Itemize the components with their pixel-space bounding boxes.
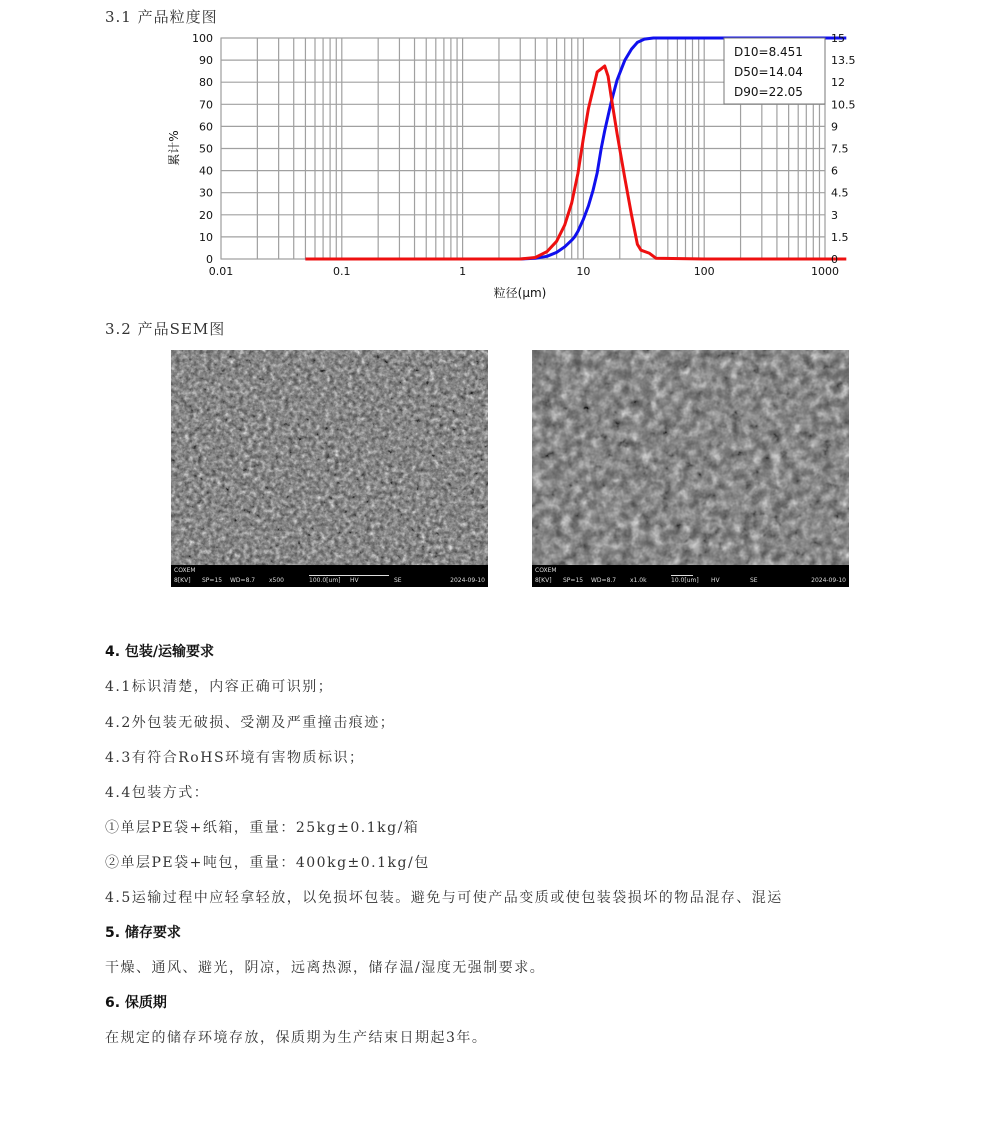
sem-sp: SP=15 — [202, 577, 223, 584]
packaging-item-4-4: 4.4包装方式： — [105, 785, 210, 801]
sem-mag: x500 — [269, 577, 285, 584]
y-tick-label: 100 — [192, 32, 213, 45]
y-tick-label: 20 — [199, 208, 213, 222]
stats-line: D50=14.04 — [734, 65, 803, 79]
packaging-item-4-1: 4.1标识清楚，内容正确可识别； — [105, 679, 334, 695]
sem-scale: 100.0[um] — [309, 577, 341, 584]
sem-image-x1k — [532, 350, 849, 587]
y2-tick-label: 3 — [831, 208, 838, 222]
x-tick-label: 10 — [576, 265, 591, 278]
sem-info-bar — [171, 565, 488, 587]
y-tick-label: 30 — [199, 186, 213, 200]
sem-kv: 8[KV] — [174, 577, 191, 584]
y2-tick-label: 15 — [831, 32, 845, 45]
sem-sp: SP=15 — [563, 577, 584, 584]
y2-tick-label: 0 — [831, 253, 838, 266]
packaging-item-4-5: 4.5运输过程中应轻拿轻放，以免损坏包装。避免与可使产品变质或使包装袋损坏的物品混存、混运 — [105, 890, 783, 906]
sem-texture — [171, 350, 488, 565]
y2-axis-ticks — [831, 32, 856, 266]
y2-tick-label: 12 — [831, 76, 845, 90]
stats-line: D10=8.451 — [734, 45, 803, 59]
stats-legend-box — [724, 38, 825, 104]
sem-date: 2024-09-10 — [450, 577, 485, 584]
x-axis-title: 粒径(μm) — [493, 286, 547, 300]
section-4-title: 4. 包装/运输要求 — [105, 644, 215, 660]
x-axis-ticks — [209, 265, 839, 278]
sem-scalebar — [671, 575, 693, 576]
sem-scale: 10.0[um] — [671, 577, 699, 584]
y2-tick-label: 13.5 — [831, 54, 856, 68]
sem-kv: 8[KV] — [535, 577, 552, 584]
y-tick-label: 70 — [199, 98, 213, 112]
sem-image-x500 — [171, 350, 488, 587]
x-tick-label: 1 — [459, 265, 467, 278]
storage-text: 干燥、通风、避光，阴凉，远离热源，储存温/湿度无强制要求。 — [105, 960, 546, 976]
packaging-option-1: ①单层PE袋+纸箱，重量：25kg±0.1kg/箱 — [105, 820, 420, 836]
section-5-title: 5. 储存要求 — [105, 925, 181, 941]
y-tick-label: 90 — [199, 54, 213, 68]
packaging-item-4-3: 4.3有符合RoHS环境有害物质标识； — [105, 750, 365, 766]
x-tick-label: 1000 — [811, 265, 839, 278]
particle-size-chart — [0, 0, 1000, 310]
y-tick-label: 40 — [199, 164, 213, 178]
sem-brand: COXEM — [535, 567, 557, 574]
y-tick-label: 0 — [206, 253, 213, 266]
y-axis-ticks — [192, 32, 213, 266]
sem-mode: SE — [394, 577, 402, 584]
section-3-2-title: 3.2 产品SEM图 — [105, 320, 226, 338]
sem-texture — [532, 350, 849, 565]
y2-tick-label: 4.5 — [831, 186, 849, 200]
shelf-life-text: 在规定的储存环境存放，保质期为生产结束日期起3年。 — [105, 1030, 488, 1046]
chart-svg — [0, 0, 1000, 310]
y-axis-title: 累计% — [167, 130, 181, 166]
sem-wd: WD=8.7 — [591, 577, 617, 584]
section-3-1-title: 3.1 产品粒度图 — [105, 8, 218, 26]
y2-tick-label: 1.5 — [831, 230, 849, 244]
sem-wd: WD=8.7 — [230, 577, 256, 584]
section-6-title: 6. 保质期 — [105, 995, 167, 1011]
sem-date: 2024-09-10 — [811, 577, 846, 584]
y-tick-label: 10 — [199, 230, 213, 244]
x-tick-label: 0.01 — [208, 265, 234, 278]
y2-tick-label: 10.5 — [831, 98, 856, 112]
packaging-item-4-2: 4.2外包装无破损、受潮及严重撞击痕迹； — [105, 715, 396, 731]
sem-brand: COXEM — [174, 567, 196, 574]
y2-tick-label: 7.5 — [831, 142, 849, 156]
y-tick-label: 50 — [199, 142, 213, 156]
x-tick-label: 0.1 — [333, 265, 351, 278]
x-tick-label: 100 — [693, 265, 715, 278]
sem-mag: x1.0k — [630, 577, 647, 584]
y2-tick-label: 6 — [831, 164, 838, 178]
sem-mode: SE — [750, 577, 758, 584]
sem-scalebar — [309, 575, 389, 576]
sem-hv: HV — [711, 577, 720, 584]
sem-info-bar — [532, 565, 849, 587]
y2-tick-label: 9 — [831, 120, 838, 134]
sem-hv: HV — [350, 577, 359, 584]
packaging-option-2: ②单层PE袋+吨包，重量：400kg±0.1kg/包 — [105, 855, 430, 871]
stats-line: D90=22.05 — [734, 85, 803, 99]
y-tick-label: 80 — [199, 76, 213, 90]
y-tick-label: 60 — [199, 120, 213, 134]
